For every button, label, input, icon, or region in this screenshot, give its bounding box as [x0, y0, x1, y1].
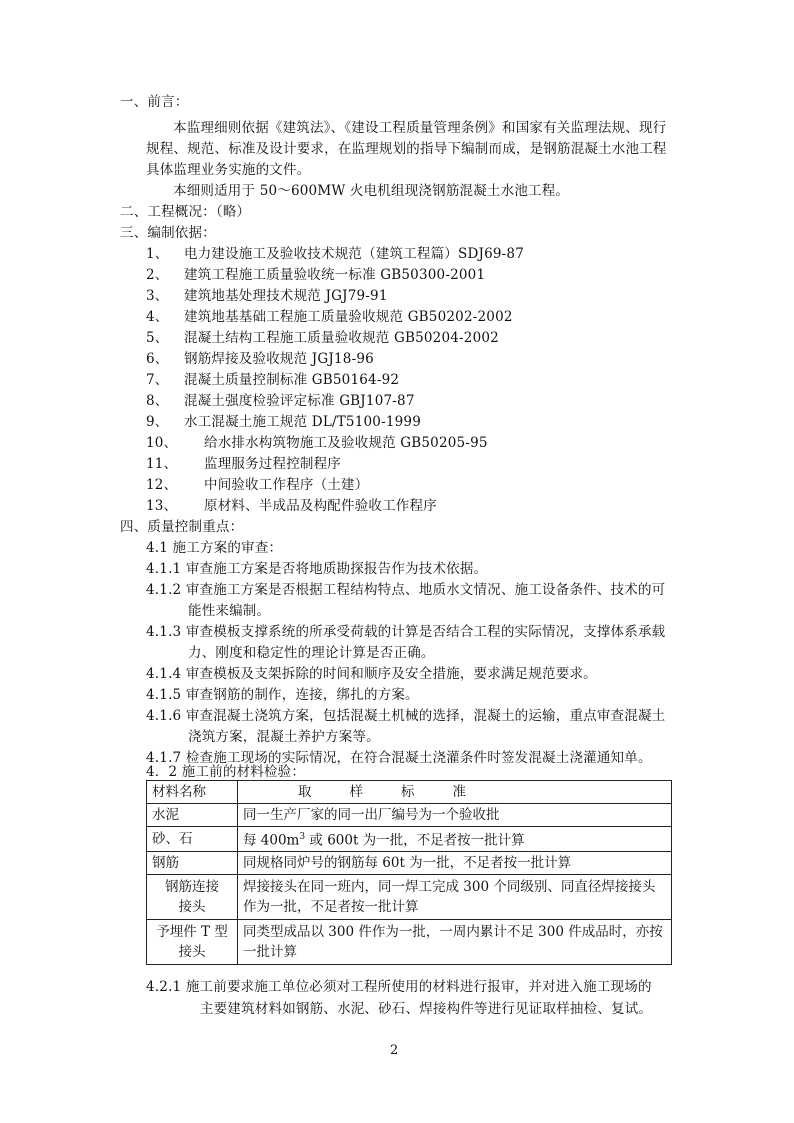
standard-line: 作为一批，不足者按一批计算 [243, 898, 419, 915]
basis-item [146, 328, 499, 348]
basis-item-number: 11、 [146, 456, 178, 472]
basis-heading: 三、编制依据： [120, 225, 216, 241]
name-line: 予埋件 T 型 [156, 923, 228, 940]
basis-item [146, 244, 524, 264]
preface-paragraph-line: 规程、规范、标准及设计要求，在监理规划的指导下编制而成，是钢筋混凝土水池工程 [146, 141, 667, 157]
clause-line: 4.1.2 审查施工方案是否根据工程结构特点、地质水文情况、施工设备条件、技术的可 [146, 582, 666, 598]
basis-item-text: 混凝土结构工程施工质量验收规范 GB50204-2002 [184, 330, 499, 346]
basis-item-text: 中间验收工作程序（土建） [204, 477, 369, 493]
clause-line: 力、刚度和稳定性的理论计算是否正确。 [188, 645, 435, 661]
table-row [147, 827, 672, 852]
sampling-standard-cell: 同一生产厂家的同一出厂编号为一个验收批 [238, 804, 672, 827]
table-row [147, 919, 672, 964]
clause-line: 主要建筑材料如钢筋、水泥、砂石、焊接构件等进行见证取样抽检、复试。 [200, 1001, 653, 1017]
basis-item-number: 3、 [146, 288, 169, 304]
clause-line: 4.1.3 审查模板支撑系统的所承受荷载的计算是否结合工程的实际情况，支撑体系承载 [146, 624, 666, 640]
basis-item-number: 12、 [146, 477, 178, 493]
basis-item [146, 496, 437, 516]
quality-heading: 四、质量控制重点： [120, 519, 244, 535]
basis-item [146, 349, 374, 369]
overview-heading: 二、工程概况：（略） [120, 204, 251, 220]
standard-line: 一批计算 [243, 943, 297, 960]
clause-line: 4.1.6 审查混凝土浇筑方案，包括混凝土机械的选择，混凝土的运输，重点审查混凝土 [146, 708, 666, 724]
basis-item-text: 给水排水构筑物施工及验收规范 GB50205-95 [204, 435, 488, 451]
preface-heading: 一、前言： [120, 94, 189, 110]
name-line: 钢筋连接 [165, 878, 219, 895]
sampling-standard-cell [238, 919, 672, 964]
basis-item-number: 6、 [146, 351, 169, 367]
table-row [147, 874, 672, 919]
standard-text: 或 600t 为一批，不足者按一批计算 [305, 832, 525, 849]
standard-text: 每 400m [243, 832, 300, 849]
basis-item-text: 钢筋焊接及验收规范 JGJ18-96 [184, 351, 374, 367]
clause-line: 4.1.5 审查钢筋的制作，连接，绑扎的方案。 [146, 687, 419, 703]
basis-item-number: 13、 [146, 498, 178, 514]
clause-line: 4.1.7 检查施工现场的实际情况，在符合混凝土浇灌条件时签发混凝土浇灌通知单。 [146, 750, 652, 766]
basis-item [146, 286, 388, 306]
clause-line: 能性来编制。 [188, 603, 271, 619]
basis-item [146, 370, 399, 390]
preface-scope-line: 本细则适用于 50～600MW 火电机组现浇钢筋混凝土水池工程。 [173, 183, 570, 199]
material-name-cell: 水泥 [147, 804, 238, 827]
basis-item [146, 475, 368, 495]
standard-line: 焊接接头在同一班内，同一焊工完成 300 个同级别、同直径焊接接头 [243, 878, 656, 895]
basis-item-number: 5、 [146, 330, 169, 346]
basis-item-number: 9、 [146, 414, 169, 430]
clause-line: 浇筑方案，混凝土养护方案等。 [188, 729, 380, 745]
superscript: 3 [299, 832, 306, 842]
sampling-standard-cell [238, 827, 672, 852]
subsection-heading: 4.1 施工方案的审查： [146, 540, 283, 556]
basis-item [146, 265, 485, 285]
basis-item-text: 监理服务过程控制程序 [204, 456, 341, 472]
basis-item-text: 原材料、半成品及构配件验收工作程序 [204, 498, 437, 514]
sampling-standard-cell: 同规格同炉号的钢筋每 60t 为一批，不足者按一批计算 [238, 851, 672, 874]
basis-item [146, 454, 341, 474]
basis-item [146, 307, 513, 327]
basis-item-text: 建筑地基基础工程施工质量验收规范 GB50202-2002 [184, 309, 513, 325]
subsection-heading: 4．2 施工前的材料检验： [146, 764, 306, 780]
basis-item-number: 10、 [146, 435, 178, 451]
material-name-cell: 砂、石 [147, 827, 238, 852]
basis-item-text: 混凝土强度检验评定标准 GBJ107-87 [184, 393, 415, 409]
basis-item-text: 建筑工程施工质量验收统一标准 GB50300-2001 [184, 267, 486, 283]
table-row [147, 804, 672, 827]
name-line: 接头 [178, 898, 206, 915]
page-number: 2 [390, 1043, 399, 1058]
table-header-cell: 取样标准 [238, 781, 672, 804]
material-sampling-table [146, 780, 672, 965]
basis-item [146, 433, 488, 453]
preface-paragraph-line: 本监理细则依据《建筑法》、《建设工程质量管理条例》和国家有关监理法规、现行 [173, 120, 667, 136]
basis-item [146, 412, 421, 432]
standard-line: 同类型成品以 300 件作为一批，一周内累计不足 300 件成品时，亦按 [243, 923, 663, 940]
preface-paragraph-line: 具体监理业务实施的文件。 [146, 162, 311, 178]
clause-line: 4.2.1 施工前要求施工单位必须对工程所使用的材料进行报审，并对进入施工现场的 [146, 979, 652, 995]
basis-item-text: 电力建设施工及验收技术规范（建筑工程篇）SDJ69-87 [184, 246, 525, 262]
sampling-standard-cell [238, 874, 672, 919]
basis-item-number: 1、 [146, 246, 169, 262]
table-header-row [147, 781, 672, 804]
basis-item-number: 7、 [146, 372, 169, 388]
basis-item [146, 391, 415, 411]
basis-item-number: 8、 [146, 393, 169, 409]
clause-line: 4.1.1 审查施工方案是否将地质勘探报告作为技术依据。 [146, 561, 488, 577]
basis-item-text: 建筑地基处理技术规范 JGJ79-91 [184, 288, 388, 304]
clause-line: 4.1.4 审查模板及支架拆除的时间和顺序及安全措施，要求满足规范要求。 [146, 666, 597, 682]
table-row [147, 851, 672, 874]
basis-item-text: 混凝土质量控制标准 GB50164-92 [184, 372, 400, 388]
basis-item-text: 水工混凝土施工规范 DL/T5100-1999 [184, 414, 422, 430]
name-line: 接头 [178, 943, 206, 960]
material-name-cell [147, 919, 238, 964]
basis-item-number: 2、 [146, 267, 169, 283]
basis-item-number: 4、 [146, 309, 169, 325]
material-name-cell [147, 874, 238, 919]
table-header-cell: 材料名称 [147, 781, 238, 804]
material-name-cell: 钢筋 [147, 851, 238, 874]
